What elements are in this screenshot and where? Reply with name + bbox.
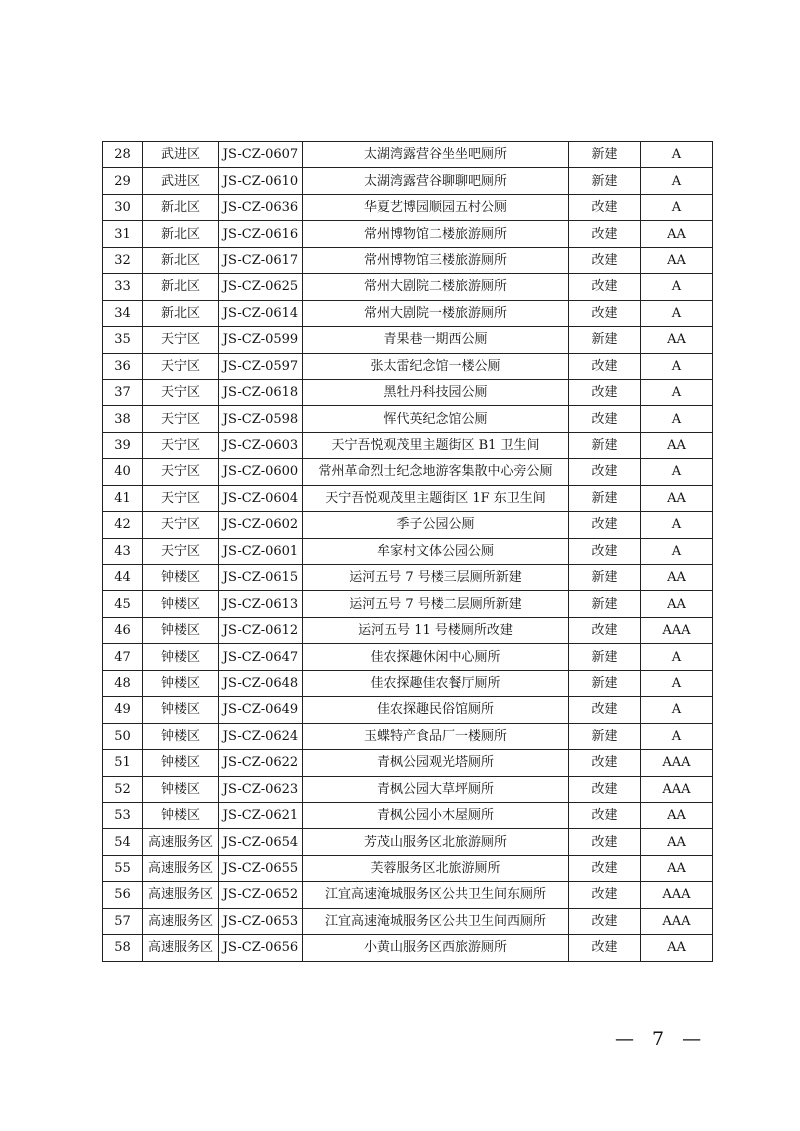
row-number-cell: 29 bbox=[103, 168, 143, 194]
construction-type-cell: 改建 bbox=[569, 221, 641, 247]
district-cell: 钟楼区 bbox=[143, 802, 219, 828]
toilet-name-cell: 常州博物馆二楼旅游厕所 bbox=[303, 221, 569, 247]
grade-cell: A bbox=[641, 300, 713, 326]
table-row bbox=[103, 327, 713, 353]
table-row bbox=[103, 565, 713, 591]
grade-cell: A bbox=[641, 697, 713, 723]
toilet-name-cell: 青枫公园观光塔厕所 bbox=[303, 750, 569, 776]
grade-cell: A bbox=[641, 406, 713, 432]
code-cell: JS-CZ-0604 bbox=[219, 485, 303, 511]
toilet-name-cell: 恽代英纪念馆公厕 bbox=[303, 406, 569, 432]
row-number-cell: 33 bbox=[103, 274, 143, 300]
code-cell: JS-CZ-0616 bbox=[219, 221, 303, 247]
grade-cell: AAA bbox=[641, 882, 713, 908]
grade-cell: AAA bbox=[641, 908, 713, 934]
toilet-name-cell: 芳茂山服务区北旅游厕所 bbox=[303, 829, 569, 855]
row-number-cell: 36 bbox=[103, 353, 143, 379]
construction-type-cell: 改建 bbox=[569, 776, 641, 802]
table-row bbox=[103, 432, 713, 458]
table-row bbox=[103, 670, 713, 696]
construction-type-cell: 新建 bbox=[569, 432, 641, 458]
district-cell: 天宁区 bbox=[143, 459, 219, 485]
construction-type-cell: 改建 bbox=[569, 379, 641, 405]
table-row bbox=[103, 697, 713, 723]
grade-cell: A bbox=[641, 168, 713, 194]
grade-cell: AA bbox=[641, 855, 713, 881]
code-cell: JS-CZ-0612 bbox=[219, 617, 303, 643]
table-row bbox=[103, 512, 713, 538]
toilet-name-cell: 常州革命烈士纪念地游客集散中心旁公厕 bbox=[303, 459, 569, 485]
table-row bbox=[103, 908, 713, 934]
code-cell: JS-CZ-0654 bbox=[219, 829, 303, 855]
construction-type-cell: 新建 bbox=[569, 565, 641, 591]
construction-type-cell: 改建 bbox=[569, 829, 641, 855]
construction-type-cell: 新建 bbox=[569, 485, 641, 511]
code-cell: JS-CZ-0598 bbox=[219, 406, 303, 432]
construction-type-cell: 新建 bbox=[569, 142, 641, 168]
grade-cell: A bbox=[641, 538, 713, 564]
row-number-cell: 48 bbox=[103, 670, 143, 696]
code-cell: JS-CZ-0636 bbox=[219, 194, 303, 220]
district-cell: 高速服务区 bbox=[143, 908, 219, 934]
row-number-cell: 37 bbox=[103, 379, 143, 405]
table-row bbox=[103, 300, 713, 326]
district-cell: 钟楼区 bbox=[143, 617, 219, 643]
district-cell: 天宁区 bbox=[143, 406, 219, 432]
construction-type-cell: 改建 bbox=[569, 750, 641, 776]
row-number-cell: 56 bbox=[103, 882, 143, 908]
code-cell: JS-CZ-0625 bbox=[219, 274, 303, 300]
district-cell: 天宁区 bbox=[143, 379, 219, 405]
code-cell: JS-CZ-0656 bbox=[219, 935, 303, 961]
table-row bbox=[103, 935, 713, 961]
table-row bbox=[103, 485, 713, 511]
toilet-list-table-wrapper bbox=[102, 141, 712, 962]
table-row bbox=[103, 459, 713, 485]
code-cell: JS-CZ-0649 bbox=[219, 697, 303, 723]
row-number-cell: 38 bbox=[103, 406, 143, 432]
district-cell: 新北区 bbox=[143, 300, 219, 326]
grade-cell: AA bbox=[641, 802, 713, 828]
table-row bbox=[103, 855, 713, 881]
toilet-name-cell: 运河五号 11 号楼厕所改建 bbox=[303, 617, 569, 643]
toilet-name-cell: 天宁吾悦观茂里主题街区 1F 东卫生间 bbox=[303, 485, 569, 511]
construction-type-cell: 改建 bbox=[569, 855, 641, 881]
construction-type-cell: 改建 bbox=[569, 247, 641, 273]
table-row bbox=[103, 829, 713, 855]
row-number-cell: 55 bbox=[103, 855, 143, 881]
grade-cell: A bbox=[641, 512, 713, 538]
code-cell: JS-CZ-0603 bbox=[219, 432, 303, 458]
district-cell: 天宁区 bbox=[143, 327, 219, 353]
table-row bbox=[103, 142, 713, 168]
district-cell: 钟楼区 bbox=[143, 723, 219, 749]
toilet-name-cell: 青枫公园大草坪厕所 bbox=[303, 776, 569, 802]
table-row bbox=[103, 194, 713, 220]
grade-cell: AA bbox=[641, 485, 713, 511]
table-row bbox=[103, 591, 713, 617]
code-cell: JS-CZ-0597 bbox=[219, 353, 303, 379]
toilet-name-cell: 太湖湾露营谷坐坐吧厕所 bbox=[303, 142, 569, 168]
construction-type-cell: 改建 bbox=[569, 697, 641, 723]
row-number-cell: 41 bbox=[103, 485, 143, 511]
toilet-name-cell: 佳农探趣民俗馆厕所 bbox=[303, 697, 569, 723]
row-number-cell: 50 bbox=[103, 723, 143, 749]
toilet-name-cell: 天宁吾悦观茂里主题街区 B1 卫生间 bbox=[303, 432, 569, 458]
construction-type-cell: 新建 bbox=[569, 168, 641, 194]
grade-cell: A bbox=[641, 644, 713, 670]
code-cell: JS-CZ-0648 bbox=[219, 670, 303, 696]
grade-cell: AA bbox=[641, 327, 713, 353]
construction-type-cell: 改建 bbox=[569, 935, 641, 961]
district-cell: 高速服务区 bbox=[143, 829, 219, 855]
construction-type-cell: 改建 bbox=[569, 908, 641, 934]
row-number-cell: 28 bbox=[103, 142, 143, 168]
table-row bbox=[103, 406, 713, 432]
construction-type-cell: 新建 bbox=[569, 670, 641, 696]
construction-type-cell: 改建 bbox=[569, 300, 641, 326]
district-cell: 新北区 bbox=[143, 194, 219, 220]
table-row bbox=[103, 168, 713, 194]
district-cell: 钟楼区 bbox=[143, 697, 219, 723]
code-cell: JS-CZ-0600 bbox=[219, 459, 303, 485]
construction-type-cell: 新建 bbox=[569, 591, 641, 617]
code-cell: JS-CZ-0614 bbox=[219, 300, 303, 326]
toilet-name-cell: 太湖湾露营谷聊聊吧厕所 bbox=[303, 168, 569, 194]
district-cell: 新北区 bbox=[143, 247, 219, 273]
district-cell: 高速服务区 bbox=[143, 882, 219, 908]
row-number-cell: 40 bbox=[103, 459, 143, 485]
row-number-cell: 31 bbox=[103, 221, 143, 247]
toilet-name-cell: 青枫公园小木屋厕所 bbox=[303, 802, 569, 828]
row-number-cell: 58 bbox=[103, 935, 143, 961]
construction-type-cell: 新建 bbox=[569, 723, 641, 749]
table-row bbox=[103, 882, 713, 908]
district-cell: 高速服务区 bbox=[143, 935, 219, 961]
code-cell: JS-CZ-0624 bbox=[219, 723, 303, 749]
grade-cell: A bbox=[641, 670, 713, 696]
toilet-name-cell: 常州大剧院二楼旅游厕所 bbox=[303, 274, 569, 300]
row-number-cell: 32 bbox=[103, 247, 143, 273]
construction-type-cell: 改建 bbox=[569, 802, 641, 828]
page-number: — 7 — bbox=[615, 1028, 708, 1050]
table-row bbox=[103, 644, 713, 670]
row-number-cell: 35 bbox=[103, 327, 143, 353]
grade-cell: AA bbox=[641, 591, 713, 617]
table-body bbox=[103, 142, 713, 962]
code-cell: JS-CZ-0599 bbox=[219, 327, 303, 353]
toilet-name-cell: 小黄山服务区西旅游厕所 bbox=[303, 935, 569, 961]
row-number-cell: 47 bbox=[103, 644, 143, 670]
district-cell: 钟楼区 bbox=[143, 591, 219, 617]
row-number-cell: 57 bbox=[103, 908, 143, 934]
district-cell: 钟楼区 bbox=[143, 670, 219, 696]
district-cell: 新北区 bbox=[143, 221, 219, 247]
toilet-name-cell: 黑牡丹科技园公厕 bbox=[303, 379, 569, 405]
code-cell: JS-CZ-0653 bbox=[219, 908, 303, 934]
district-cell: 钟楼区 bbox=[143, 565, 219, 591]
code-cell: JS-CZ-0652 bbox=[219, 882, 303, 908]
table-row bbox=[103, 379, 713, 405]
table-row bbox=[103, 617, 713, 643]
row-number-cell: 43 bbox=[103, 538, 143, 564]
row-number-cell: 52 bbox=[103, 776, 143, 802]
code-cell: JS-CZ-0602 bbox=[219, 512, 303, 538]
row-number-cell: 42 bbox=[103, 512, 143, 538]
toilet-name-cell: 常州大剧院一楼旅游厕所 bbox=[303, 300, 569, 326]
construction-type-cell: 改建 bbox=[569, 882, 641, 908]
toilet-name-cell: 张太雷纪念馆一楼公厕 bbox=[303, 353, 569, 379]
table-row bbox=[103, 353, 713, 379]
district-cell: 天宁区 bbox=[143, 538, 219, 564]
grade-cell: AA bbox=[641, 829, 713, 855]
grade-cell: AA bbox=[641, 935, 713, 961]
table-row bbox=[103, 247, 713, 273]
grade-cell: AA bbox=[641, 565, 713, 591]
district-cell: 天宁区 bbox=[143, 512, 219, 538]
grade-cell: A bbox=[641, 723, 713, 749]
table-row bbox=[103, 776, 713, 802]
toilet-name-cell: 牟家村文体公园公厕 bbox=[303, 538, 569, 564]
toilet-name-cell: 青果巷一期西公厕 bbox=[303, 327, 569, 353]
toilet-name-cell: 佳农探趣休闲中心厕所 bbox=[303, 644, 569, 670]
code-cell: JS-CZ-0655 bbox=[219, 855, 303, 881]
district-cell: 天宁区 bbox=[143, 353, 219, 379]
code-cell: JS-CZ-0618 bbox=[219, 379, 303, 405]
row-number-cell: 30 bbox=[103, 194, 143, 220]
district-cell: 新北区 bbox=[143, 274, 219, 300]
code-cell: JS-CZ-0647 bbox=[219, 644, 303, 670]
row-number-cell: 51 bbox=[103, 750, 143, 776]
code-cell: JS-CZ-0610 bbox=[219, 168, 303, 194]
district-cell: 天宁区 bbox=[143, 485, 219, 511]
district-cell: 钟楼区 bbox=[143, 644, 219, 670]
grade-cell: A bbox=[641, 274, 713, 300]
construction-type-cell: 改建 bbox=[569, 538, 641, 564]
grade-cell: A bbox=[641, 459, 713, 485]
grade-cell: AAA bbox=[641, 617, 713, 643]
toilet-name-cell: 常州博物馆三楼旅游厕所 bbox=[303, 247, 569, 273]
construction-type-cell: 新建 bbox=[569, 327, 641, 353]
construction-type-cell: 改建 bbox=[569, 353, 641, 379]
table-row bbox=[103, 723, 713, 749]
code-cell: JS-CZ-0622 bbox=[219, 750, 303, 776]
row-number-cell: 34 bbox=[103, 300, 143, 326]
grade-cell: A bbox=[641, 194, 713, 220]
toilet-name-cell: 芙蓉服务区北旅游厕所 bbox=[303, 855, 569, 881]
code-cell: JS-CZ-0617 bbox=[219, 247, 303, 273]
grade-cell: A bbox=[641, 353, 713, 379]
construction-type-cell: 改建 bbox=[569, 617, 641, 643]
district-cell: 武进区 bbox=[143, 142, 219, 168]
district-cell: 天宁区 bbox=[143, 432, 219, 458]
construction-type-cell: 新建 bbox=[569, 644, 641, 670]
grade-cell: AA bbox=[641, 221, 713, 247]
table-row bbox=[103, 274, 713, 300]
table-row bbox=[103, 802, 713, 828]
toilet-name-cell: 华夏艺博园顺园五村公厕 bbox=[303, 194, 569, 220]
row-number-cell: 39 bbox=[103, 432, 143, 458]
district-cell: 钟楼区 bbox=[143, 776, 219, 802]
row-number-cell: 46 bbox=[103, 617, 143, 643]
code-cell: JS-CZ-0621 bbox=[219, 802, 303, 828]
row-number-cell: 45 bbox=[103, 591, 143, 617]
toilet-name-cell: 玉蝶特产食品厂一楼厕所 bbox=[303, 723, 569, 749]
grade-cell: A bbox=[641, 379, 713, 405]
code-cell: JS-CZ-0607 bbox=[219, 142, 303, 168]
row-number-cell: 53 bbox=[103, 802, 143, 828]
construction-type-cell: 改建 bbox=[569, 274, 641, 300]
toilet-name-cell: 江宜高速淹城服务区公共卫生间西厕所 bbox=[303, 908, 569, 934]
grade-cell: A bbox=[641, 142, 713, 168]
district-cell: 高速服务区 bbox=[143, 855, 219, 881]
table-row bbox=[103, 538, 713, 564]
toilet-name-cell: 季子公园公厕 bbox=[303, 512, 569, 538]
district-cell: 武进区 bbox=[143, 168, 219, 194]
row-number-cell: 44 bbox=[103, 565, 143, 591]
code-cell: JS-CZ-0601 bbox=[219, 538, 303, 564]
code-cell: JS-CZ-0623 bbox=[219, 776, 303, 802]
grade-cell: AAA bbox=[641, 750, 713, 776]
table-row bbox=[103, 221, 713, 247]
construction-type-cell: 改建 bbox=[569, 459, 641, 485]
table-row bbox=[103, 750, 713, 776]
code-cell: JS-CZ-0615 bbox=[219, 565, 303, 591]
grade-cell: AA bbox=[641, 432, 713, 458]
row-number-cell: 49 bbox=[103, 697, 143, 723]
toilet-name-cell: 佳农探趣佳农餐厅厕所 bbox=[303, 670, 569, 696]
construction-type-cell: 改建 bbox=[569, 406, 641, 432]
row-number-cell: 54 bbox=[103, 829, 143, 855]
district-cell: 钟楼区 bbox=[143, 750, 219, 776]
construction-type-cell: 改建 bbox=[569, 194, 641, 220]
toilet-name-cell: 江宜高速淹城服务区公共卫生间东厕所 bbox=[303, 882, 569, 908]
grade-cell: AAA bbox=[641, 776, 713, 802]
code-cell: JS-CZ-0613 bbox=[219, 591, 303, 617]
toilet-list-table bbox=[102, 141, 713, 962]
construction-type-cell: 改建 bbox=[569, 512, 641, 538]
grade-cell: AA bbox=[641, 247, 713, 273]
toilet-name-cell: 运河五号 7 号楼三层厕所新建 bbox=[303, 565, 569, 591]
toilet-name-cell: 运河五号 7 号楼二层厕所新建 bbox=[303, 591, 569, 617]
